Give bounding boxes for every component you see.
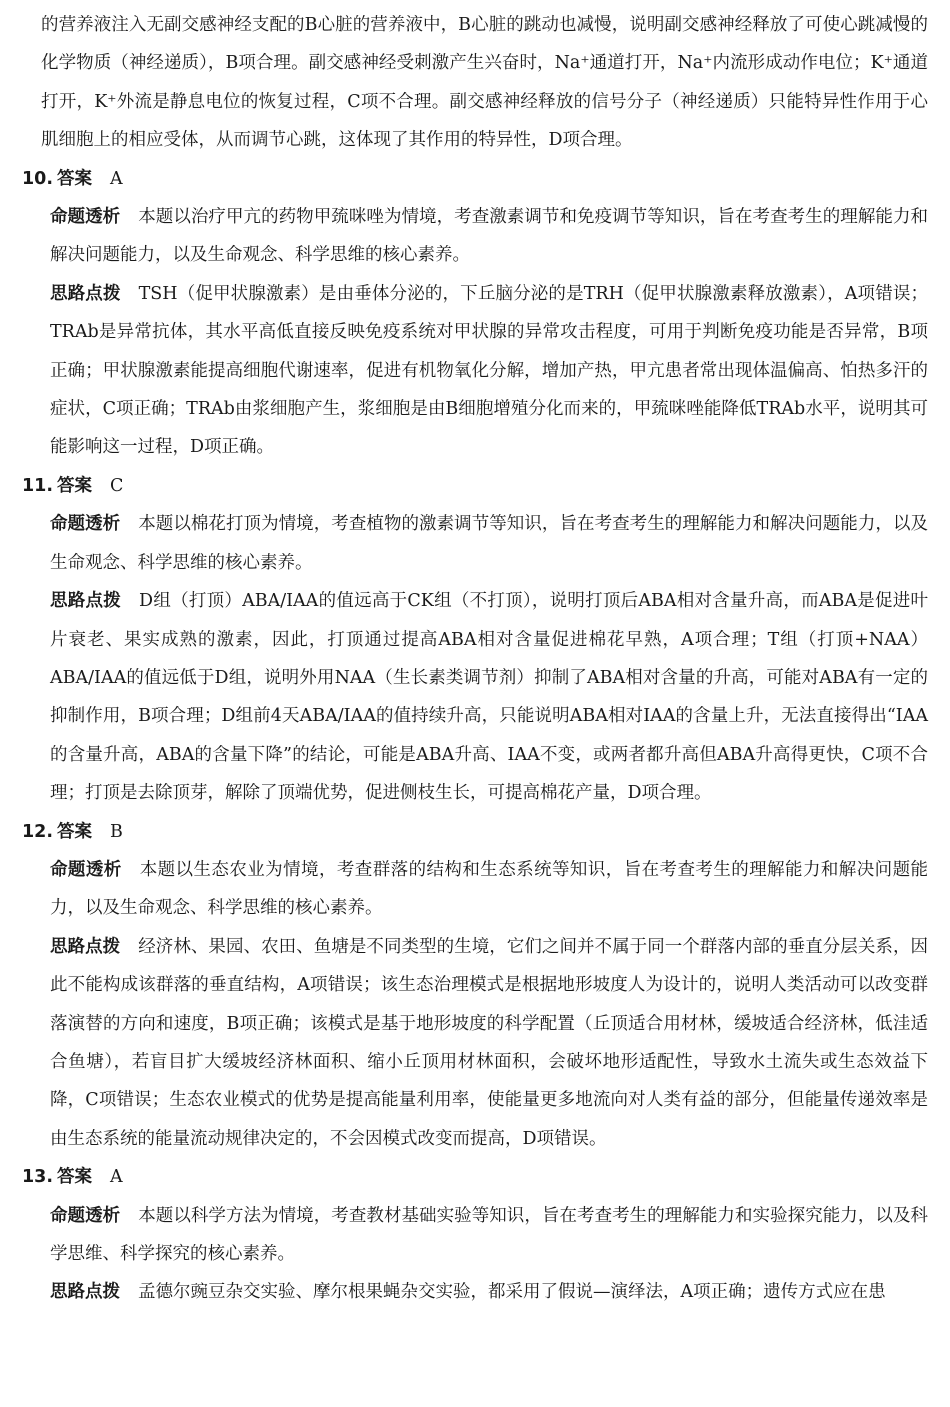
question-number: 11.: [22, 475, 54, 496]
analysis-text: 本题以棉花打顶为情境，考查植物的激素调节等知识，旨在考查考生的理解能力和解决问题能力，以及生命观念、科学思维的核心素养。: [50, 514, 929, 573]
hint-text: 孟德尔豌豆杂交实验、摩尔根果蝇杂交实验，都采用了假说—演绎法，A项正确；遗传方式应在患: [138, 1282, 886, 1303]
analysis-label: 命题透析: [50, 207, 121, 228]
analysis-paragraph: [0, 505, 950, 582]
analysis-label: 命题透析: [50, 859, 122, 880]
answer-value: B: [110, 821, 123, 842]
question-number: 10.: [22, 168, 54, 189]
hint-paragraph: [0, 1273, 950, 1311]
question-10: [0, 160, 950, 467]
question-11: [0, 467, 950, 813]
answer-label: 答案: [57, 821, 93, 842]
question-12: [0, 813, 950, 1159]
analysis-text: 本题以科学方法为情境，考查教材基础实验等知识，旨在考查考生的理解能力和实验探究能力，以及科学思维、科学探究的核心素养。: [50, 1205, 929, 1264]
analysis-text: 本题以生态农业为情境，考查群落的结构和生态系统等知识，旨在考查考生的理解能力和解决问题能力，以及生命观念、科学思维的核心素养。: [50, 859, 928, 919]
hint-label: 思路点拨: [50, 283, 121, 304]
hint-paragraph: [0, 582, 950, 812]
answer-key-page: [0, 6, 950, 1407]
answer-value: A: [110, 168, 123, 189]
hint-paragraph: [0, 275, 950, 467]
question-13: [0, 1158, 950, 1312]
answer-value: C: [110, 475, 124, 496]
analysis-paragraph: [0, 851, 950, 928]
answer-label: 答案: [57, 1167, 93, 1188]
hint-label: 思路点拨: [50, 1282, 120, 1303]
hint-text: TSH（促甲状腺激素）是由垂体分泌的，下丘脑分泌的是TRH（促甲状腺激素释放激素），A项错误；TRAb是异常抗体，其水平高低直接反映免疫系统对甲状腺的异常攻击程度，可用于判断免疫功能是否异常，B项正确；甲状腺激素能提高细胞代谢速率，促进有机物氧化分解，增加产热，甲亢患者常出现体温偏高、怕热多汗的症状，C项正确；TRAb由浆细胞产生，浆细胞是由B细胞增殖分化而来的，甲巯咪唑能降低TRAb水平，说明其可能影响这一过程，D项正确。: [50, 283, 929, 458]
analysis-label: 命题透析: [50, 1205, 121, 1226]
analysis-paragraph: [0, 1197, 950, 1274]
answer-label: 答案: [57, 475, 93, 496]
answer-value: A: [110, 1167, 123, 1188]
hint-label: 思路点拨: [50, 591, 122, 612]
hint-paragraph: [0, 928, 950, 1158]
answer-label: 答案: [57, 168, 93, 189]
question-number: 13.: [22, 1167, 54, 1188]
hint-label: 思路点拨: [50, 936, 121, 957]
hint-text: 经济林、果园、农田、鱼塘是不同类型的生境，它们之间并不属于同一个群落内部的垂直分层关系，因此不能构成该群落的垂直结构，A项错误；该生态治理模式是根据地形坡度人为设计的，说明人类活动可以改变群落演替的方向和速度，B项正确；该模式是基于地形坡度的科学配置（丘顶适合用材林，缓坡适合经济林，低洼适合鱼塘），若盲目扩大缓坡经济林面积、缩小丘顶用材林面积，会破坏地形适配性，导致水土流失或生态效益下降，C项错误；生态农业模式的优势是提高能量利用率，使能量更多地流向对人类有益的部分，但能量传递效率是由生态系统的能量流动规律决定的，不会因模式改变而提高，D项错误。: [50, 936, 929, 1149]
analysis-label: 命题透析: [50, 514, 121, 535]
analysis-paragraph: [0, 198, 950, 275]
analysis-text: 本题以治疗甲亢的药物甲巯咪唑为情境，考查激素调节和免疫调节等知识，旨在考查考生的理解能力和解决问题能力，以及生命观念、科学思维的核心素养。: [50, 207, 929, 266]
hint-text: D组（打顶）ABA/IAA的值远高于CK组（不打顶），说明打顶后ABA相对含量升高，而ABA是促进叶片衰老、果实成熟的激素，因此，打顶通过提高ABA相对含量促进棉花早熟，A项合理；T组（打顶+NAA）ABA/IAA的值远低于D组，说明外用NAA（生长素类调节剂）抑制了ABA相对含量的升高，可能对ABA有一定的抑制作用，B项合理；D组前4天ABA/IAA的值持续升高，只能说明ABA相对IAA的含量上升，无法直接得出“IAA的含量升高，ABA的含量下降”的结论，可能是ABA升高、IAA不变，或两者都升高但ABA升高得更快，C项不合理；打顶是去除顶芽，解除了顶端优势，促进侧枝生长，可提高棉花产量，D项合理。: [50, 591, 928, 804]
question-number: 12.: [22, 821, 54, 842]
previous-answer-continuation: 的营养液注入无副交感神经支配的B心脏的营养液中，B心脏的跳动也减慢，说明副交感神经释放了可使心跳减慢的化学物质（神经递质），B项合理。副交感神经受刺激产生兴奋时，Na⁺通道打开，Na⁺内流形成动作电位；K⁺通道打开，K⁺外流是静息电位的恢复过程，C项不合理。副交感神经释放的信号分子（神经递质）只能特异性作用于心肌细胞上的相应受体，从而调节心跳，这体现了其作用的特异性，D项合理。: [41, 15, 928, 151]
